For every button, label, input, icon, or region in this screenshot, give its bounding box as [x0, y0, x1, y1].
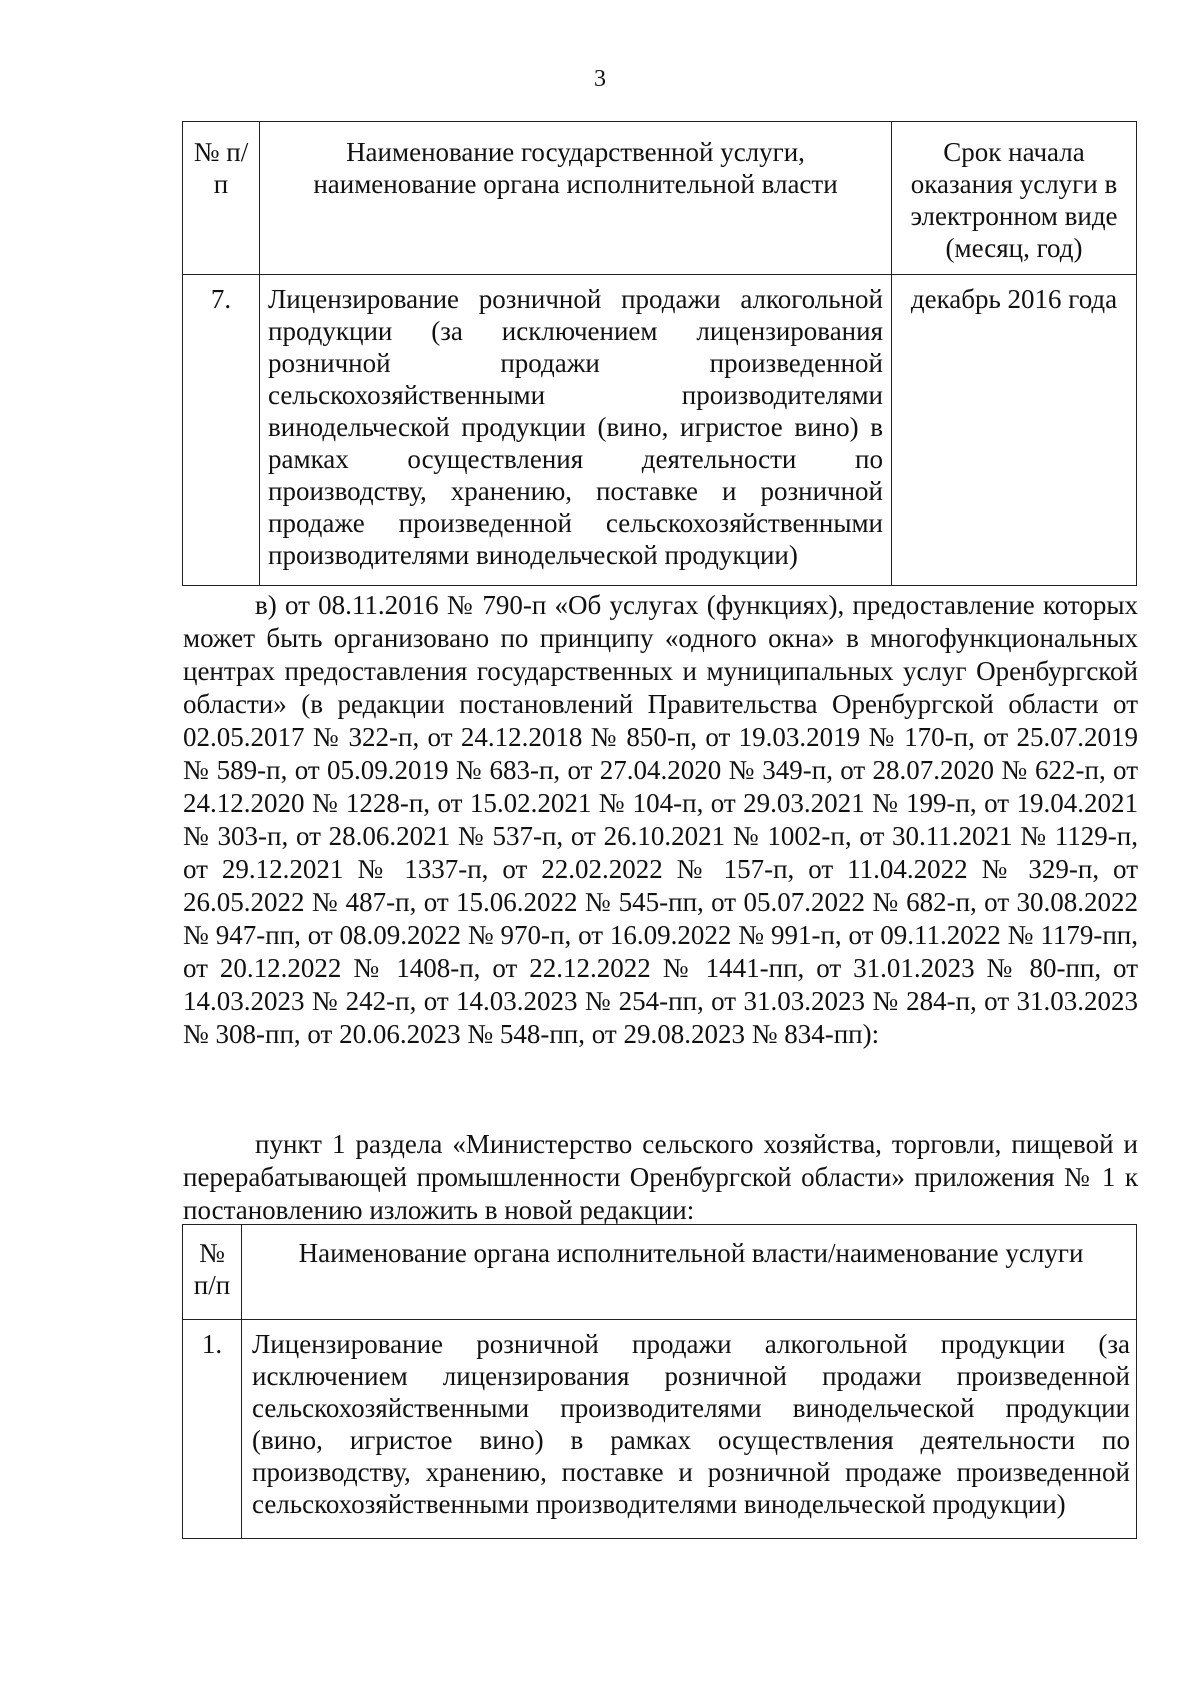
header-authority-service-name: Наименование органа исполнительной власти/наименование услуги [242, 1225, 1137, 1320]
header-service-name: Наименование государственной услуги, наименование органа исполнительной власти [260, 122, 892, 275]
row-start-date: декабрь 2016 года [892, 275, 1137, 586]
row-number: 1. [183, 1320, 242, 1539]
services-table [182, 121, 1137, 586]
row-number: 7. [183, 275, 260, 586]
paragraph-resolution-list: в) от 08.11.2016 № 790-п «Об услугах (функциях), предоставление которых может быть организовано по принципу «одного окна» в многофункциональных центрах предоставления государственных и муниципальных услуг Оренбургской области» (в редакции постановлений Правительства Оренбургской области от 02.05.2017 № 322-п, от 24.12.2018 № 850-п, от 19.03.2019 № 170-п, от 25.07.2019 № 589-п, от 05.09.2019 № 683-п, от 27.04.2020 № 349-п, от 28.07.2020 № 622-п, от 24.12.2020 № 1228-п, от 15.02.2021 № 104-п, от 29.03.2021 № 199-п, от 19.04.2021 № 303-п, от 28.06.2021 № 537-п, от 26.10.2021 № 1002-п, от 30.11.2021 № 1129-п, от 29.12.2021 № 1337-п, от 22.02.2022 № 157-п, от 11.04.2022 № 329-п, от 26.05.2022 № 487-п, от 15.06.2022 № 545-пп, от 05.07.2022 № 682-п, от 30.08.2022 № 947-пп, от 08.09.2022 № 970-п, от 16.09.2022 № 991-п, от 09.11.2022 № 1179-пп, от 20.12.2022 № 1408-п, от 22.12.2022 № 1441-пп, от 31.01.2023 № 80-пп, от 14.03.2023 № 242-п, от 14.03.2023 № 254-пп, от 31.03.2023 № 284-п, от 31.03.2023 № 308-пп, от 20.06.2023 № 548-пп, от 29.08.2023 № 834-пп): [183, 590, 1138, 1049]
table-header-row [183, 1225, 1137, 1320]
paragraph-amendment: пункт 1 раздела «Министерство сельского хозяйства, торговли, пищевой и перерабатывающей промышленности Оренбургской области» приложения № 1 к постановлению изложить в новой редакции: [183, 1129, 1138, 1225]
table-row [183, 275, 1137, 586]
mfc-services-table [182, 1224, 1137, 1539]
table-row [183, 1320, 1137, 1539]
header-start-date: Срок начала оказания услуги в электронном виде (месяц, год) [892, 122, 1137, 275]
header-number: № п/п [183, 1225, 242, 1320]
row-service-name: Лицензирование розничной продажи алкогольной продукции (за исключением лицензирования розничной продажи произведенной сельскохозяйственными производителями винодельческой продукции (вино, игристое вино) в рамках осуществления деятельности по производству, хранению, поставке и розничной продаже произведенной сельскохозяйственными производителями винодельческой продукции) [242, 1320, 1137, 1539]
table-header-row [183, 122, 1137, 275]
row-service-name: Лицензирование розничной продажи алкогольной продукции (за исключением лицензирования розничной продажи произведенной сельскохозяйственными производителями винодельческой продукции (вино, игристое вино) в рамках осуществления деятельности по производству, хранению, поставке и розничной продаже произведенной сельскохозяйственными производителями винодельческой продукции) [260, 275, 892, 586]
header-number: № п/п [183, 122, 260, 275]
page-number: 3 [594, 66, 606, 92]
